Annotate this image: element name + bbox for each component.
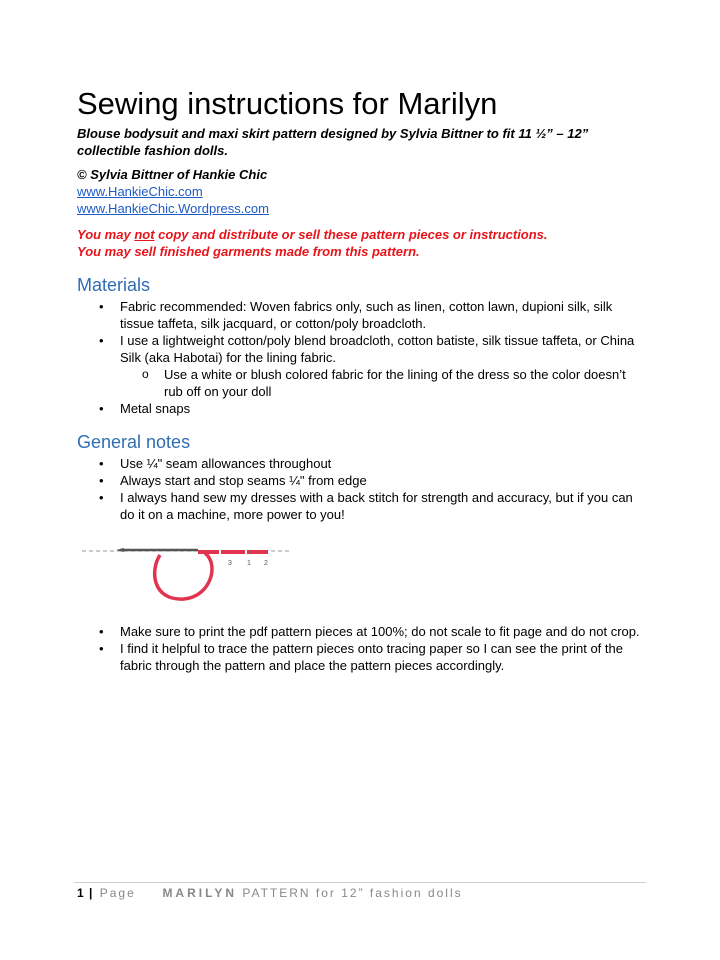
bullet-icon: • — [99, 299, 104, 314]
footer-separator: | — [89, 886, 95, 900]
list-item-text: Make sure to print the pdf pattern pieces at 100%; do not scale to fit page and do not crop. — [120, 624, 640, 639]
footer-doc-name: MARILYN — [162, 886, 237, 900]
sub-list-item — [0, 366, 640, 400]
copyright-line: © Sylvia Bittner of Hankie Chic — [77, 167, 268, 182]
bullet-icon: • — [99, 624, 104, 639]
materials-heading: Materials — [77, 275, 151, 295]
bullet-icon: • — [99, 641, 104, 656]
footer-divider — [74, 882, 646, 883]
list-item — [0, 472, 640, 489]
list-item-text: I always hand sew my dresses with a back stitch for strength and accuracy, but if you can do it on a machine, more power to you! — [120, 490, 633, 522]
stitch-label-2: 2 — [264, 560, 268, 567]
page-footer — [77, 885, 463, 901]
list-item — [0, 623, 640, 640]
general-notes-list-continued — [0, 623, 720, 674]
footer-page-word: Page — [99, 886, 136, 900]
general-notes-heading: General notes — [77, 432, 191, 452]
thread-loop — [155, 553, 212, 599]
sub-bullet-icon: o — [142, 367, 149, 381]
page-number: 1 — [77, 886, 84, 900]
bullet-icon: • — [99, 473, 104, 488]
general-notes-list — [0, 455, 720, 523]
materials-list — [0, 298, 720, 417]
list-item-text: I find it helpful to trace the pattern pieces onto tracing paper so I can see the print of the fabric through the pattern and place the pattern pieces accordingly. — [120, 641, 623, 673]
list-item-text: Metal snaps — [120, 401, 191, 416]
subtitle: Blouse bodysuit and maxi skirt pattern designed by Sylvia Bittner to fit 11 ½” – 12” collectible fashion dolls. — [77, 126, 589, 158]
copy-warning — [77, 226, 548, 243]
list-item-text: Fabric recommended: Woven fabrics only, such as linen, cotton lawn, dupioni silk, silk tissue taffeta, silk jacquard, or cotton/poly broadcloth. — [120, 299, 613, 331]
page-title: Sewing instructions for Marilyn — [77, 86, 498, 121]
list-item — [0, 640, 640, 674]
bullet-icon: • — [99, 456, 104, 471]
warning-not-word: not — [134, 227, 155, 242]
sell-notice: You may sell finished garments made from this pattern. — [77, 244, 420, 259]
warning-text-pre: You may — [77, 227, 135, 242]
sub-list-item-text: Use a white or blush colored fabric for the lining of the dress so the color doesn’t rub off on your doll — [164, 367, 626, 399]
list-item-text: I use a lightweight cotton/poly blend broadcloth, cotton batiste, silk tissue taffeta, or China Silk (aka Habotai) for the lining fabric. — [120, 333, 635, 365]
bullet-icon: • — [99, 401, 104, 416]
list-item-text: Always start and stop seams ¼" from edge — [120, 473, 367, 488]
backstitch-diagram — [80, 535, 295, 605]
stitch-label-1: 1 — [247, 560, 251, 567]
bullet-icon: • — [99, 333, 104, 348]
stitch-label-3: 3 — [228, 560, 232, 567]
list-item — [0, 455, 640, 472]
list-item-text: Use ¼" seam allowances throughout — [120, 456, 332, 471]
website-link[interactable]: www.HankieChic.com — [77, 184, 203, 199]
blog-link[interactable]: www.HankieChic.Wordpress.com — [77, 201, 269, 216]
bullet-icon: • — [99, 490, 104, 505]
list-item — [0, 489, 640, 523]
warning-text-post: copy and distribute or sell these pattern pieces or instructions. — [154, 227, 548, 242]
list-item — [0, 332, 640, 366]
list-item — [0, 298, 640, 332]
list-item — [0, 400, 640, 417]
footer-doc-description: PATTERN for 12” fashion dolls — [242, 886, 463, 900]
